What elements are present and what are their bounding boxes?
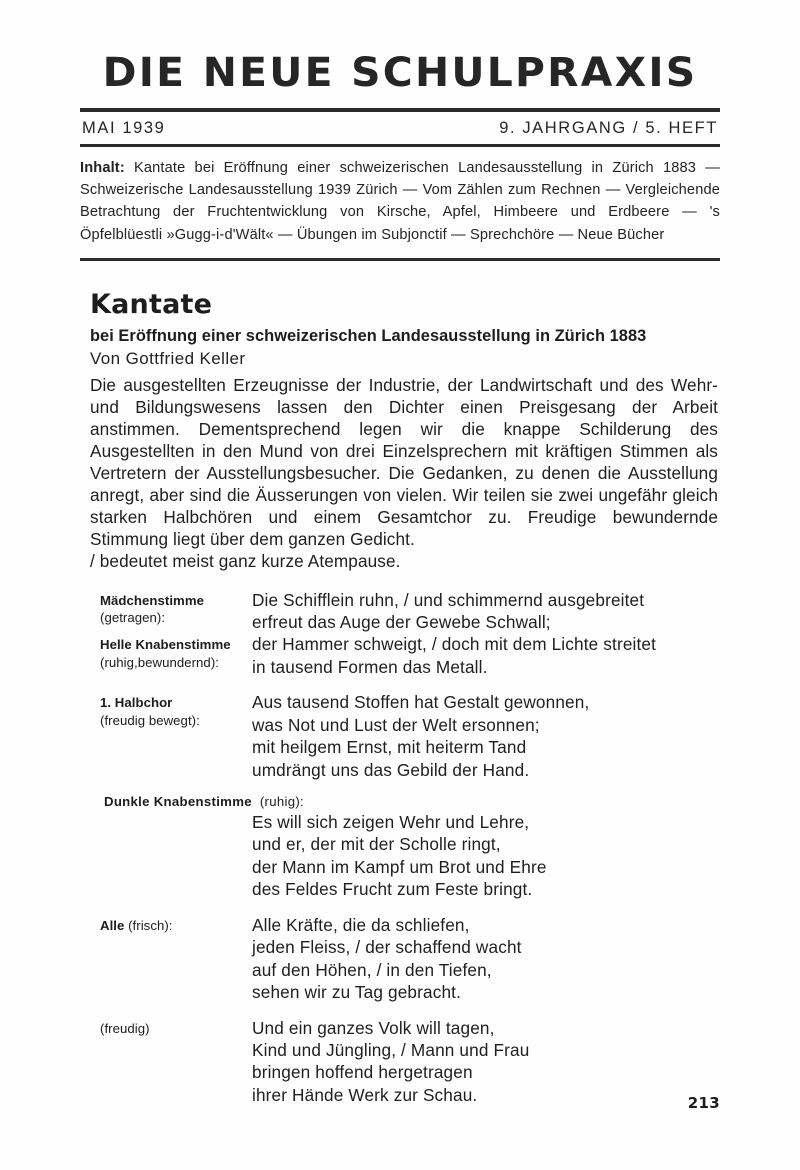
verse-line: und er, der mit der Scholle ringt, [252, 834, 501, 855]
speaker-mood: (freudig bewegt): [100, 712, 200, 728]
speaker-mood: (frisch): [128, 917, 173, 933]
verse-line: jeden Fleiss, / der schaffend wacht [252, 937, 522, 958]
contents-rule [80, 258, 720, 261]
intro-note: / bedeutet meist ganz kurze Atempause. [90, 550, 401, 571]
verse-line: ihrer Hände Werk zur Schau. [252, 1084, 478, 1105]
speaker-name: Mädchenstimme [100, 592, 204, 608]
issue-date: MAI 1939 [82, 119, 166, 137]
verse-lines [252, 1017, 718, 1107]
verse-line: Alle Kräfte, die da schliefen, [252, 914, 470, 935]
verse-line: umdrängt uns das Gebild der Hand. [252, 759, 530, 780]
verse-lines [252, 914, 718, 1004]
verse-speaker [100, 794, 718, 809]
issue-line [80, 112, 720, 144]
verse-line: der Mann im Kampf um Brot und Ehre [252, 856, 547, 877]
verse-lines [252, 691, 718, 781]
article-intro [90, 375, 718, 572]
verse-line: erfreut das Auge der Gewebe Schwall; [252, 611, 551, 632]
intro-paragraph: Die ausgestellten Erzeugnisse der Industrie, der Landwirtschaft und des Wehr- und Bildungswesens lassen den Dichter einen Preisgesang der Arbeit anstimmen. Dementsprechend legen wir die knappe Schilderung des Ausgestellten in den Mund von drei Einzelsprechern mit kräftigen Stimmen als Vertretern der Ausstellungsbesucher. Die Gedanken, zu denen die Ausstellung anregt, aber sind die Äusserungen von vielen. Wir teilen sie zwei ungefähr gleich starken Halbchören und einem Gesamtchor zu. Freudige bewundernde Stimmung liegt über dem ganzen Gedicht. [90, 375, 718, 549]
verse-block [100, 794, 718, 901]
publication-title: DIE NEUE SCHULPRAXIS [102, 50, 698, 96]
masthead-rule-bottom [80, 144, 720, 147]
verse-line: Die Schifflein ruhn, / und schimmernd ausgebreitet [252, 589, 645, 610]
speaker-name: Dunkle Knabenstimme [104, 794, 252, 810]
article-author: Von Gottfried Keller [90, 349, 246, 369]
speaker-name: Alle [100, 917, 125, 933]
verse-line: des Feldes Frucht zum Feste bringt. [252, 879, 533, 900]
article-subtitle: bei Eröffnung einer schweizerischen Landesausstellung in Zürich 1883 [90, 326, 647, 345]
verse-line: in tausend Formen das Metall. [252, 656, 488, 677]
verse-line: Es will sich zeigen Wehr und Lehre, [252, 812, 530, 833]
verse-block [100, 914, 718, 1004]
verse-line: Aus tausend Stoffen hat Gestalt gewonnen, [252, 692, 590, 713]
verse-line: mit heilgem Ernst, mit heiterm Tand [252, 737, 527, 758]
verse-speaker [100, 1017, 252, 1038]
page-number: 213 [687, 1094, 720, 1112]
verse-block [100, 691, 718, 781]
table-of-contents [80, 157, 720, 246]
verse-speaker [100, 914, 252, 935]
verse-line: bringen hoffend hergetragen [252, 1062, 473, 1083]
speaker-mood: (getragen): [100, 610, 166, 626]
speaker-mood: (ruhig): [259, 794, 304, 810]
speaker-name: 1. Halbchor [100, 695, 173, 711]
verse-lines [252, 589, 718, 634]
speaker-name: Helle Knabenstimme [100, 637, 231, 653]
speaker-mood: (freudig) [100, 1020, 150, 1036]
article [80, 289, 720, 1107]
verse-block [100, 589, 718, 634]
verse-line: der Hammer schweigt, / doch mit dem Lichte streitet [252, 634, 657, 655]
contents-label: Inhalt: [80, 160, 125, 176]
verse-line: Kind und Jüngling, / Mann und Frau [252, 1039, 530, 1060]
verse-block [100, 633, 718, 678]
article-title: Kantate [90, 288, 213, 320]
verse-lines [100, 811, 718, 901]
verse-speaker [100, 633, 252, 671]
contents-text: Kantate bei Eröffnung einer schweizerischen Landesausstellung in Zürich 1883 — Schweizerische Landesausstellung 1939 Zürich — Vom Zählen zum Rechnen — Vergleichende Betrachtung der Fruchtentwicklung von Kirsche, Apfel, Himbeere und Erdbeere — 's Öpfelblüestli »Gugg-i-d'Wält« — Übungen im Subjonctif — Sprechchöre — Neue Bücher [80, 160, 720, 243]
verse-speaker [100, 691, 252, 729]
verse-line: auf den Höhen, / in den Tiefen, [252, 959, 492, 980]
verse-speaker [100, 589, 252, 627]
speaker-mood: (ruhig,bewundernd): [100, 654, 219, 670]
verse-line: was Not und Lust der Welt ersonnen; [252, 714, 540, 735]
verse-line: Und ein ganzes Volk will tagen, [252, 1017, 495, 1038]
verse-line: sehen wir zu Tag gebracht. [252, 982, 461, 1003]
verse-list [90, 589, 718, 1107]
masthead [80, 0, 720, 94]
issue-volume: 9. JAHRGANG / 5. HEFT [499, 119, 718, 137]
verse-block [100, 1017, 718, 1107]
verse-lines [252, 633, 718, 678]
